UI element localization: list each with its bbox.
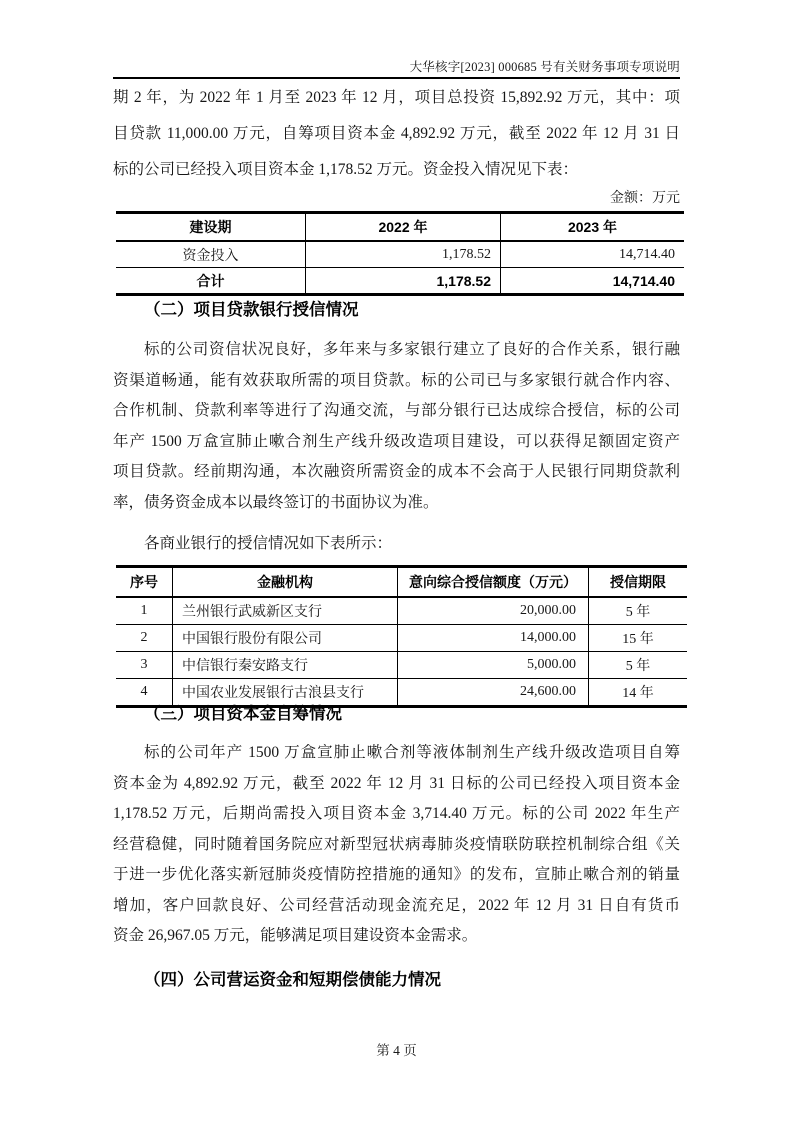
table-header-row [116, 213, 684, 242]
table-row [116, 268, 684, 295]
table-cell: 5 年 [589, 597, 688, 625]
table-cell: 中国银行股份有限公司 [173, 625, 398, 652]
table-cell: 1,178.52 [306, 241, 501, 268]
table-cell: 15 年 [589, 625, 688, 652]
table-cell: 14,714.40 [501, 241, 685, 268]
section-heading-3: （三）项目资本金自筹情况 [144, 705, 342, 723]
column-header: 序号 [116, 567, 173, 598]
table-cell: 1,178.52 [306, 268, 501, 295]
table-cell: 资金投入 [182, 248, 239, 264]
column-header: 2023 年 [501, 213, 685, 242]
text-line: 资本金为 4,892.92 万元，截至 2022 年 12 月 31 日标的公司已经投入项目资本金 [113, 774, 680, 792]
section-heading-4: （四）公司营运资金和短期偿债能力情况 [144, 971, 441, 989]
text-line: 于进一步优化落实新冠肺炎疫情防控措施的通知》的发布，宣肺止嗽合剂的销量 [113, 866, 680, 883]
table-row [116, 625, 687, 652]
table-cell: 24,600.00 [398, 679, 589, 707]
running-header: 大华核字[2023] 000685 号有关财务事项专项说明 [409, 60, 680, 74]
table-cell: 中信银行秦安路支行 [173, 652, 398, 679]
column-header: 意向综合授信额度（万元） [398, 567, 589, 598]
table-cell: 中国农业发展银行古浪县支行 [173, 679, 398, 707]
text-line: 项目贷款。经前期沟通，本次融资所需资金的成本不会高于人民银行同期贷款利 [113, 463, 680, 480]
text-line: 标的公司已经投入项目资本金 1,178.52 万元。资金投入情况见下表： [113, 161, 579, 178]
table-cell: 3 [116, 652, 173, 679]
table-cell: 14 年 [589, 679, 688, 707]
table-cell: 1 [140, 603, 148, 618]
text-line: 增加，客户回款良好、公司经营活动现金流充足，2022 年 12 月 31 日自有货币 [113, 896, 680, 914]
table-cell: 合计 [116, 268, 306, 295]
text-line: 目贷款 11,000.00 万元，自筹项目资本金 4,892.92 万元，截至 2022 年 12 月 31 日 [113, 125, 680, 142]
column-header: 授信期限 [589, 567, 688, 598]
bank-credit-table [116, 565, 687, 708]
text-line: 期 2 年，为 2022 年 1 月至 2023 年 12 月，项目总投资 15,892.92 万元，其中：项 [113, 89, 680, 106]
column-header: 建设期 [116, 213, 306, 242]
table-cell: 兰州银行武威新区支行 [173, 597, 398, 625]
text-line: 率，债务资金成本以最终签订的书面协议为准。 [113, 493, 439, 511]
text-line: 资金 26,967.05 万元，能够满足项目建设资本金需求。 [113, 927, 478, 944]
text-line: 经营稳健，同时随着国务院应对新型冠状病毒肺炎疫情联防联控机制综合组《关 [113, 835, 680, 853]
section-3-paragraph [113, 738, 680, 952]
column-header: 2022 年 [306, 213, 501, 242]
table-header-row [116, 567, 687, 598]
text-line: 资渠道畅通，能有效获取所需的项目贷款。标的公司已与多家银行就合作内容、 [113, 371, 680, 389]
table-row [116, 597, 687, 625]
credit-table-intro: 各商业银行的授信情况如下表所示： [144, 535, 393, 552]
text-line: 标的公司资信状况良好，多年来与多家银行建立了良好的合作关系，银行融 [144, 341, 680, 358]
header-rule [113, 77, 680, 79]
text-line: 标的公司年产 1500 万盒宣肺止嗽合剂等液体制剂生产线升级改造项目自筹 [144, 744, 680, 761]
table-row [116, 241, 684, 268]
fund-investment-table [116, 211, 684, 296]
page-number: 第 4 页 [376, 1043, 417, 1058]
amount-unit-label: 金额：万元 [610, 191, 680, 206]
section-heading-2: （二）项目贷款银行授信情况 [144, 301, 359, 319]
section-2-paragraph [113, 335, 680, 518]
table-row [116, 652, 687, 679]
table-cell: 14,714.40 [501, 268, 685, 295]
table-cell: 5 年 [589, 652, 688, 679]
column-header: 金融机构 [173, 567, 398, 598]
text-line: 1,178.52 万元，后期尚需投入项目资本金 3,714.40 万元。标的公司 2022 年生产 [113, 805, 680, 822]
text-line: 合作机制、贷款利率等进行了沟通交流，与部分银行已达成综合授信，标的公司 [113, 402, 680, 419]
table-cell: 20,000.00 [398, 597, 589, 625]
intro-paragraph [113, 80, 680, 188]
table-cell: 14,000.00 [398, 625, 589, 652]
table-cell: 2 [116, 625, 173, 652]
text-line: 年产 1500 万盒宣肺止嗽合剂生产线升级改造项目建设，可以获得足额固定资产 [113, 432, 680, 450]
table-cell: 5,000.00 [398, 652, 589, 679]
table-cell: 4 [116, 679, 173, 707]
